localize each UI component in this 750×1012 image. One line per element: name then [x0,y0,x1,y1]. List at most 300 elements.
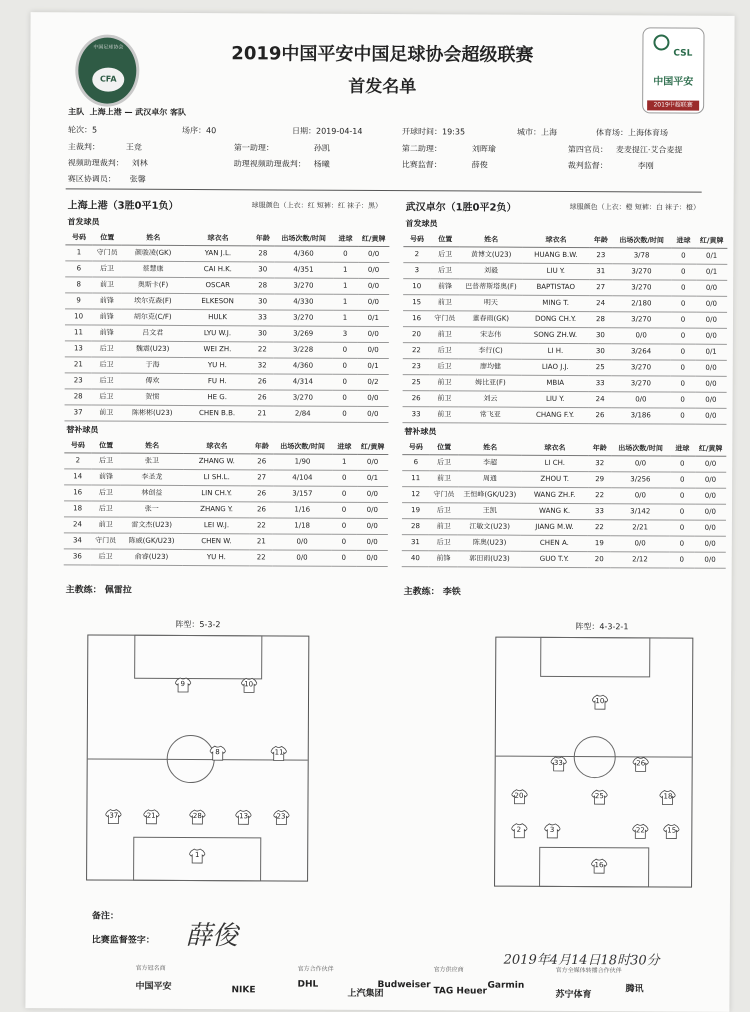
table-cell: 3/228 [274,341,333,357]
table-cell: 宋志伟 [459,326,522,342]
player-number: 9 [180,679,185,688]
table-cell: 0/0 [695,392,727,408]
table-cell: 0 [332,406,357,422]
table-cell: 3/270 [612,279,671,295]
table-cell: 1/18 [273,517,332,533]
table-cell: 后卫 [430,358,459,374]
table-cell: 1 [65,244,92,260]
table-cell: 0/0 [357,326,389,342]
column-header: 姓名 [122,231,185,245]
city: 城市：上海 [516,127,558,137]
table-cell: CHEN W. [183,533,250,549]
column-header: 号码 [64,438,91,452]
table-cell: 后卫 [92,372,121,388]
table-cell: 0 [670,312,695,328]
table-cell: LIU Y. [522,263,589,279]
table-cell: 后卫 [430,342,459,358]
table-cell: 19 [588,535,611,551]
table-cell: WANG K. [521,503,588,519]
table-cell: OSCAR [184,277,251,293]
table-cell: 30 [589,343,612,359]
table-cell: 后卫 [91,500,120,516]
table-cell: 后卫 [91,484,120,500]
table-row [65,324,389,342]
table-cell: 0 [670,360,695,376]
home-starters-table [64,230,389,422]
table-row [403,294,727,312]
table-cell: LIAO J.J. [522,359,589,375]
table-cell: BAPTISTAO [522,279,589,295]
player-number: 18 [663,792,673,801]
table-cell: 雷文杰(U23) [120,517,183,533]
table-cell: 后卫 [91,452,120,468]
table-cell: 3/142 [611,503,670,519]
table-cell: 37 [64,404,91,420]
table-cell: 1/90 [273,453,332,469]
table-cell: 1 [333,278,358,294]
partner-logo: Garmin [487,980,525,991]
player-number: 10 [595,697,605,706]
table-cell: 0/0 [356,550,388,566]
table-cell: LIU Y. [522,391,589,407]
table-cell: WEI ZH. [184,341,251,357]
table-cell: 31 [402,534,429,550]
table-cell: 26 [250,453,273,469]
var: 视频助理裁判： 刘林 [67,158,148,168]
round: 轮次：5 [67,125,98,135]
table-cell: 后卫 [430,262,459,278]
table-row [64,484,388,502]
table-cell: 前锋 [92,324,121,340]
table-cell: 林创益 [120,485,183,501]
table-cell: 28 [589,311,612,327]
table-cell: 0 [671,264,696,280]
partner-logo: TAG Heuer [433,986,488,997]
table-cell: 0 [671,296,696,312]
table-cell: 0/0 [358,278,390,294]
commissioner: 比赛监督： 薛俊 [401,160,488,170]
table-cell: 前锋 [91,468,120,484]
column-header: 红/黄牌 [358,232,389,246]
table-cell: 0/1 [696,248,728,264]
player-number: 37 [109,811,119,820]
table-cell: 3/270 [274,309,333,325]
player-shirt-icon [591,789,607,805]
table-cell: 后卫 [429,454,458,470]
column-header: 出场次数/时间 [612,233,671,247]
table-cell: LI CH. [521,455,588,471]
table-cell: 1 [333,294,358,310]
player-shirt-icon [633,757,649,773]
away-name: 武汉卓尔 [135,107,168,117]
table-cell: 前锋 [430,278,459,294]
page-title: 2019中国平安中国足球协会超级联赛 [231,43,534,66]
home-pitch [86,634,309,881]
table-cell: 傅欢 [121,373,184,389]
table-cell: 3 [403,262,430,278]
table-cell: 0/0 [695,360,727,376]
player-number: 11 [274,748,284,757]
table-cell: 28 [251,277,274,293]
table-row [65,340,389,358]
table-cell: 守门员 [92,244,121,260]
table-cell: ZHANG W. [183,453,250,469]
kickoff: 开球时间：19:35 [401,127,466,137]
player-shirt-icon [209,745,225,761]
column-header: 红/黄牌 [357,440,388,454]
column-header: 姓名 [121,439,184,453]
table-cell: 24 [64,516,91,532]
table-cell: 26 [250,501,273,517]
table-row [403,310,727,328]
table-row [64,500,388,518]
table-row [65,244,389,262]
table-row [65,372,389,390]
table-cell: 张一 [120,501,183,517]
column-header: 姓名 [460,232,523,246]
table-cell: MBIA [522,375,589,391]
table-row [64,468,388,486]
table-cell: 33 [402,406,429,422]
table-cell: 0 [331,518,356,534]
table-cell: 13 [65,340,92,356]
table-cell: 0 [669,504,694,520]
table-row [402,534,726,552]
home-formation: 阵型：5-3-2 [175,619,221,630]
column-header: 进球 [332,440,357,454]
table-cell: 10 [65,308,92,324]
table-cell: 0/0 [356,534,388,550]
table-cell: LYU W.J. [184,325,251,341]
away-team-header: 武汉卓尔（1胜0平2负） [405,202,517,214]
table-row [65,308,389,326]
table-cell: 28 [251,245,274,261]
table-cell: 0/0 [696,296,728,312]
table-cell: 3/256 [611,471,670,487]
table-cell: 陈奥(U23) [458,534,521,550]
table-cell: 0/1 [357,470,389,486]
column-header: 球衣名 [523,233,590,247]
table-cell: LEI W.J. [183,517,250,533]
table-cell: 0 [670,472,695,488]
table-row [65,276,389,294]
table-cell: 4/351 [274,261,333,277]
table-cell: 12 [402,486,429,502]
table-cell: 0 [671,248,696,264]
table-cell: 0 [669,536,694,552]
sep: — [124,107,133,117]
table-cell: 后卫 [91,548,120,564]
table-cell: 26 [588,407,611,423]
table-cell: 前卫 [430,406,459,422]
table-cell: 3/270 [612,311,671,327]
table-cell: 王凯 [458,502,521,518]
partner-logo: DHL [297,979,319,990]
table-cell: 8 [65,276,92,292]
away-formation: 阵型：4-3-2-1 [575,622,629,632]
table-cell: 0 [332,374,357,390]
table-cell: 0/0 [695,408,727,424]
table-cell: CAI H.K. [184,261,251,277]
home-kit: 球服颜色（上衣：红 短裤：红 袜子：黑） [251,201,383,211]
table-cell: 0 [333,246,358,262]
table-cell: 0 [670,392,695,408]
table-cell: 0/0 [695,488,727,504]
player-number: 21 [146,811,156,820]
column-header: 号码 [65,230,92,244]
table-cell: 3/269 [274,325,333,341]
table-cell: CHEN B.B. [184,405,251,421]
table-cell: 0/1 [358,310,390,326]
csl-sponsor: 中国平安 [653,76,694,88]
divider [66,188,702,192]
table-cell: 前卫 [430,374,459,390]
table-cell: 0/0 [357,486,389,502]
home-team-header: 上海上港（3胜0平1负） [67,200,179,212]
table-cell: 3/78 [612,247,671,263]
table-row [65,356,389,374]
column-header: 号码 [402,440,429,454]
table-cell: 守门员 [91,532,120,548]
player-number: 2 [516,826,522,835]
table-row [403,246,727,264]
player-number: 10 [244,680,254,689]
table-row [403,326,727,344]
table-row [403,390,727,408]
table-cell: MING T. [522,295,589,311]
player-number: 28 [192,811,202,820]
match-date: 日期：2019-04-14 [291,126,363,136]
partner-caption: 官方冠名商 [135,964,166,972]
table-row [403,374,727,392]
table-cell: 0/0 [694,536,726,552]
table-cell: 25 [403,374,430,390]
player-number: 20 [514,791,524,800]
player-number: 25 [594,791,604,800]
table-cell: 0 [670,376,695,392]
partner-logo: NIKE [231,985,256,996]
table-cell: 27 [589,279,612,295]
table-cell: 俞睿(U23) [120,549,183,565]
table-cell: 22 [251,341,274,357]
table-cell: 21 [250,405,273,421]
table-cell: 3 [332,326,357,342]
table-cell: 0/1 [695,344,727,360]
table-cell: 守门员 [429,486,458,502]
player-number: 33 [553,759,563,768]
table-cell: 26 [403,390,430,406]
player-shirt-icon [664,824,680,840]
table-cell: FU H. [184,373,251,389]
table-cell: 11 [65,324,92,340]
away-starters-label: 首发球员 [405,219,438,229]
player-number: 26 [636,759,646,768]
table-cell: 0/0 [696,280,728,296]
table-cell: 前卫 [430,390,459,406]
table-cell: 30 [251,261,274,277]
table-cell: 守门员 [430,310,459,326]
table-row [402,406,726,424]
column-header: 进球 [670,442,695,456]
table-cell: 32 [251,357,274,373]
table-cell: 0/0 [611,487,670,503]
column-header: 出场次数/时间 [273,439,332,453]
match-no: 场序：40 [181,125,217,136]
table-cell: 奥斯卡(F) [122,277,185,293]
table-cell: 0/2 [357,374,389,390]
player-number: 22 [635,826,645,835]
table-cell: 前卫 [92,404,121,420]
table-cell: 0 [331,534,356,550]
ar1: 第一助理： 孙凯 [233,143,330,153]
referee: 主裁判： 王竞 [67,142,142,152]
table-cell: 0/0 [695,456,727,472]
lineup-sheet [25,12,734,1012]
table-cell: 埃尔克森(F) [121,293,184,309]
player-shirt-icon [273,809,289,825]
player-shirt-icon [550,756,566,772]
cfa-logo-text: 中国足球协会 [93,44,124,51]
column-header: 红/黄牌 [695,442,726,456]
table-row [403,278,727,296]
table-cell: 0 [332,358,357,374]
player-shirt-icon [236,809,252,825]
table-cell: 0/1 [357,358,389,374]
table-cell: ZHOU T. [521,471,588,487]
table-cell: 6 [402,454,429,470]
table-row [65,292,389,310]
table-cell: 0 [332,342,357,358]
table-row [65,388,389,406]
table-cell: 0/0 [696,312,728,328]
table-cell: 前锋 [92,308,121,324]
table-row [402,502,726,520]
table-cell: 0/0 [611,455,670,471]
penalty-box-top [540,637,650,678]
column-header: 进球 [333,232,358,246]
table-cell: 吕文君 [121,325,184,341]
table-cell: 3/270 [612,263,671,279]
column-header: 年龄 [250,439,273,453]
table-cell: 22 [250,549,273,565]
player-number: 3 [549,826,555,835]
column-header: 位置 [431,232,460,246]
table-cell: 李圣龙 [121,469,184,485]
player-shirt-icon [189,848,205,864]
table-cell: 0/1 [696,264,728,280]
partner-logo: 中国平安 [135,981,172,992]
table-cell: CHEN A. [521,535,588,551]
player-shirt-icon [189,809,205,825]
table-cell: WANG ZH.F. [521,487,588,503]
away-subs-table [402,440,727,568]
table-cell: 0/0 [357,454,389,470]
table-cell: 0/0 [695,504,727,520]
table-cell: 颜骏凌(GK) [122,245,185,261]
away-pitch [494,637,693,888]
partner-logo: 腾讯 [625,984,644,995]
home-coach: 主教练： 佩雷拉 [65,585,132,596]
table-cell: 陈彬彬(U23) [121,405,184,421]
table-cell: ZHANG Y. [183,501,250,517]
column-header: 红/黄牌 [696,234,727,248]
table-cell: 0/0 [273,549,332,565]
signed-time: 2019年4月14日18时30分 [503,952,660,969]
table-cell: 郭田雨(U23) [458,550,521,566]
table-cell: 黄博文(U23) [460,246,523,262]
table-row [64,404,388,422]
table-cell: SONG ZH.W. [522,327,589,343]
table-cell: 李行(C) [459,342,522,358]
table-cell: 常飞亚 [459,406,522,422]
table-row [64,532,388,550]
table-cell: 26 [251,389,274,405]
table-cell: JIANG M.W. [521,519,588,535]
table-cell: GUO T.Y. [521,551,588,567]
cfa-logo-label: CFA [92,67,124,91]
table-cell: 0/0 [358,294,390,310]
partner-caption: 官方供应商 [433,966,464,974]
table-cell: 0 [331,550,356,566]
table-cell: 1 [332,454,357,470]
player-number: 8 [215,748,220,757]
table-cell: 20 [403,326,430,342]
away-kit: 球服颜色（上衣：橙 短裤：白 袜子：橙） [569,202,701,212]
table-row [64,516,388,534]
table-cell: 后卫 [92,260,121,276]
table-cell: 姆比亚(F) [459,374,522,390]
table-cell: 14 [64,468,91,484]
table-cell: 0/0 [358,246,390,262]
table-cell: 胡尔克(C/F) [121,309,184,325]
table-cell: 前卫 [430,326,459,342]
player-shirt-icon [143,808,159,824]
csl-bar: 2019中超联赛 [647,100,699,110]
table-cell: 3/157 [273,485,332,501]
table-cell: 陈威(GK/U23) [120,533,183,549]
table-cell: 16 [403,310,430,326]
table-cell: 0/0 [694,520,726,536]
table-cell: 2/180 [612,295,671,311]
table-cell: YAN J.L. [184,245,251,261]
table-cell: 前卫 [429,470,458,486]
table-cell: 江敏文(U23) [458,518,521,534]
away-subs-label: 替补球员 [404,427,437,437]
table-cell: 33 [251,309,274,325]
table-cell: 18 [64,500,91,516]
table-cell: 1 [332,310,357,326]
player-number: 13 [239,811,249,820]
table-cell: 0/0 [612,391,671,407]
player-shirt-icon [591,858,607,874]
table-cell: 6 [65,260,92,276]
table-cell: 0 [670,408,695,424]
table-cell: 30 [589,327,612,343]
player-number: 15 [667,826,677,835]
table-cell: 0/0 [356,518,388,534]
penalty-box-top [134,635,262,680]
table-cell: 巴普蒂斯塔奥(F) [460,278,523,294]
table-cell: 3/186 [611,407,670,423]
player-shirt-icon [241,677,257,693]
table-cell: 3/270 [612,359,671,375]
column-header: 出场次数/时间 [274,231,333,245]
center-circle [167,735,215,783]
away-coach: 主教练： 李铁 [403,587,461,598]
table-cell: 0 [331,502,356,518]
table-cell: 20 [588,551,611,567]
player-shirt-icon [660,789,676,805]
